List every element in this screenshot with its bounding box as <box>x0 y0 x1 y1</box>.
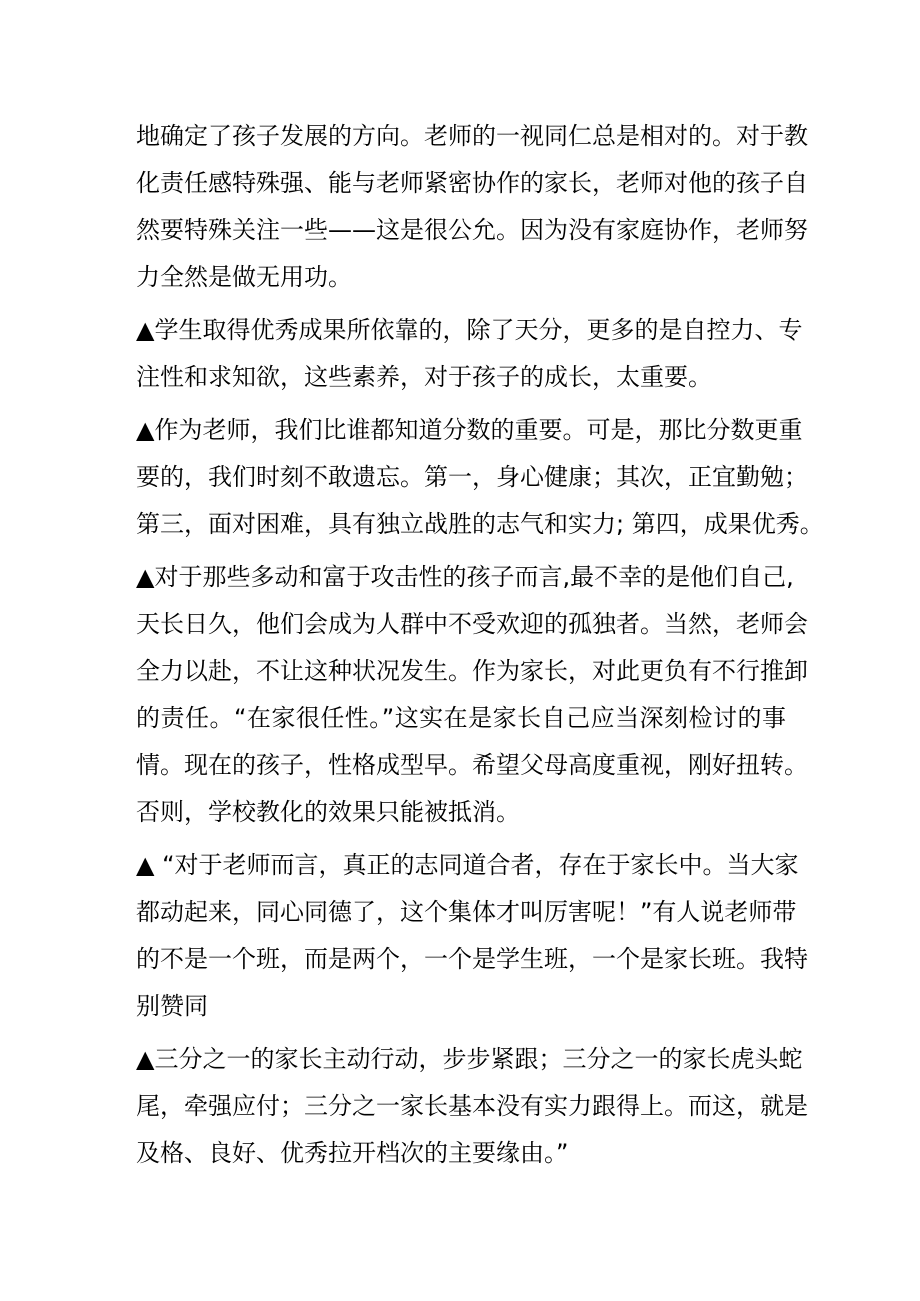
text-line: 要的，我们时刻不敢遗忘。第一，身心健康；其次，正宜勤勉； <box>136 463 808 491</box>
text-line: ▲对于那些多动和富于攻击性的孩子而言,最不幸的是他们自己, <box>136 563 794 591</box>
text-line: 化责任感特殊强、能与老师紧密协作的家长，老师对他的孩子自 <box>136 169 808 197</box>
text-line: 力全然是做无用功。 <box>136 263 352 291</box>
paragraph-2 <box>136 307 803 401</box>
text-line: 的责任。“在家很任性。”这实在是家长自己应当深刻检讨的事 <box>136 704 786 732</box>
document-body <box>136 113 824 1177</box>
paragraph-6 <box>136 1036 808 1177</box>
paragraph-4 <box>136 554 808 836</box>
text-line: ▲学生取得优秀成果所依靠的，除了天分，更多的是自控力、专 <box>136 316 803 344</box>
text-line: ▲三分之一的家长主动行动，步步紧跟；三分之一的家长虎头蛇 <box>136 1045 803 1073</box>
text-line: ▲ “对于老师而言，真正的志同道合者，存在于家长中。当大家 <box>136 851 799 879</box>
text-line: 别赞同 <box>136 992 208 1020</box>
text-line: 注性和求知欲，这些素养，对于孩子的成长，太重要。 <box>136 363 712 391</box>
paragraph-3 <box>136 407 824 548</box>
text-line: ▲作为老师，我们比谁都知道分数的重要。可是，那比分数更重 <box>136 416 803 444</box>
paragraph-1 <box>136 113 808 301</box>
paragraph-5 <box>136 842 808 1030</box>
text-line: 及格、良好、优秀拉开档次的主要缘由。” <box>136 1139 569 1167</box>
text-line: 情。现在的孩子，性格成型早。希望父母高度重视，刚好扭转。 <box>136 751 808 779</box>
text-line: 都动起来，同心同德了，这个集体才叫厉害呢！”有人说老师带 <box>136 898 797 926</box>
text-line: 天长日久，他们会成为人群中不受欢迎的孤独者。当然，老师会 <box>136 610 808 638</box>
text-line: 否则，学校教化的效果只能被抵消。 <box>136 798 520 826</box>
text-line: 第三，面对困难，具有独立战胜的志气和实力; 第四，成果优秀。 <box>136 510 824 538</box>
text-line: 尾，牵强应付；三分之一家长基本没有实力跟得上。而这，就是 <box>136 1092 808 1120</box>
text-line: 地确定了孩子发展的方向。老师的一视同仁总是相对的。对于教 <box>136 122 808 150</box>
text-line: 然要特殊关注一些——这是很公允。因为没有家庭协作，老师努 <box>136 216 808 244</box>
text-line: 全力以赴，不让这种状况发生。作为家长，对此更负有不行推卸 <box>136 657 808 685</box>
text-line: 的不是一个班，而是两个，一个是学生班，一个是家长班。我特 <box>136 945 808 973</box>
